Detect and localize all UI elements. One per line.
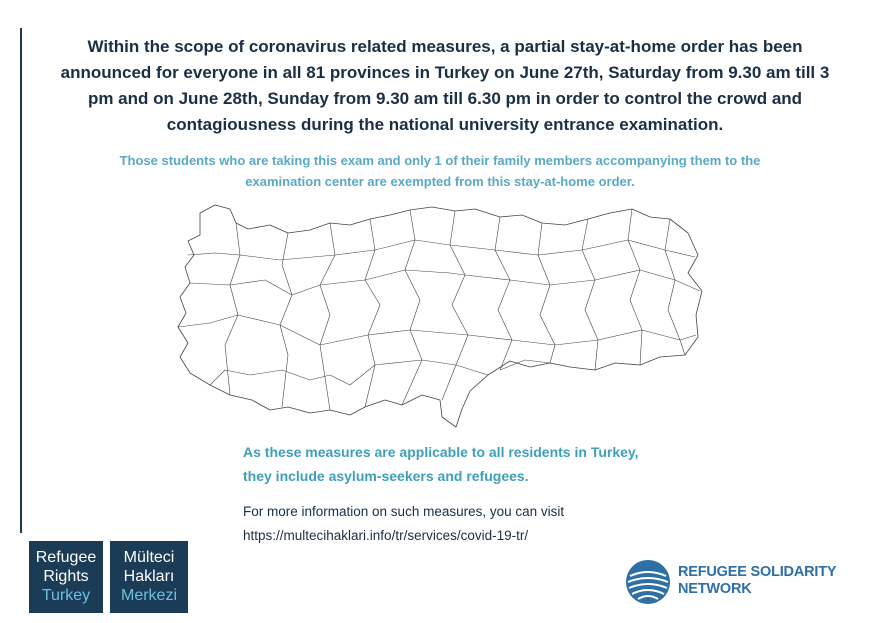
- logo-mhm-line2: Hakları: [123, 568, 175, 585]
- asylum-seekers-note: As these measures are applicable to all residents in Turkey, they include asylum-seekers and refugees.: [243, 444, 639, 484]
- globe-emblem-icon: [624, 558, 672, 606]
- logo-mhm-line1: Mülteci: [123, 549, 175, 566]
- turkey-provinces-map: [170, 195, 710, 435]
- logo-rrt-line1: Refugee: [35, 549, 97, 566]
- rsn-line2: NETWORK: [678, 581, 752, 597]
- rsn-line1: REFUGEE SOLIDARITY: [678, 564, 837, 580]
- logo-mhm-line3: Merkezi: [120, 587, 177, 604]
- headline: Within the scope of coronavirus related measures, a partial stay-at-home order has been announced for everyone in all 81 provinces in Turkey on June 27th, Saturday from 9.30 am till 3 pm and on June 28th, Sunday from 9.30 am till 6.30 pm in order to control the crowd and contagiousness during the national university entrance examination.: [60, 37, 830, 134]
- refugee-rights-turkey-logo: [29, 541, 103, 613]
- exemption-note: Those students who are taking this exam and only 1 of their family members accompanying them to the examination center are exempted from this stay-at-home order.: [119, 153, 761, 189]
- left-accent-line: [20, 28, 22, 533]
- map-outline: [178, 205, 702, 427]
- multeci-haklari-merkezi-logo: [110, 541, 188, 613]
- more-info-link[interactable]: https://multecihaklari.info/tr/services/covid-19-tr/: [243, 528, 529, 543]
- more-info-text: For more information on such measures, you can visit: [243, 504, 565, 519]
- logo-rrt-line3: Turkey: [41, 587, 91, 604]
- logo-rrt-line2: Rights: [43, 568, 89, 585]
- refugee-solidarity-network-logo: [624, 558, 854, 608]
- more-info: [243, 500, 713, 548]
